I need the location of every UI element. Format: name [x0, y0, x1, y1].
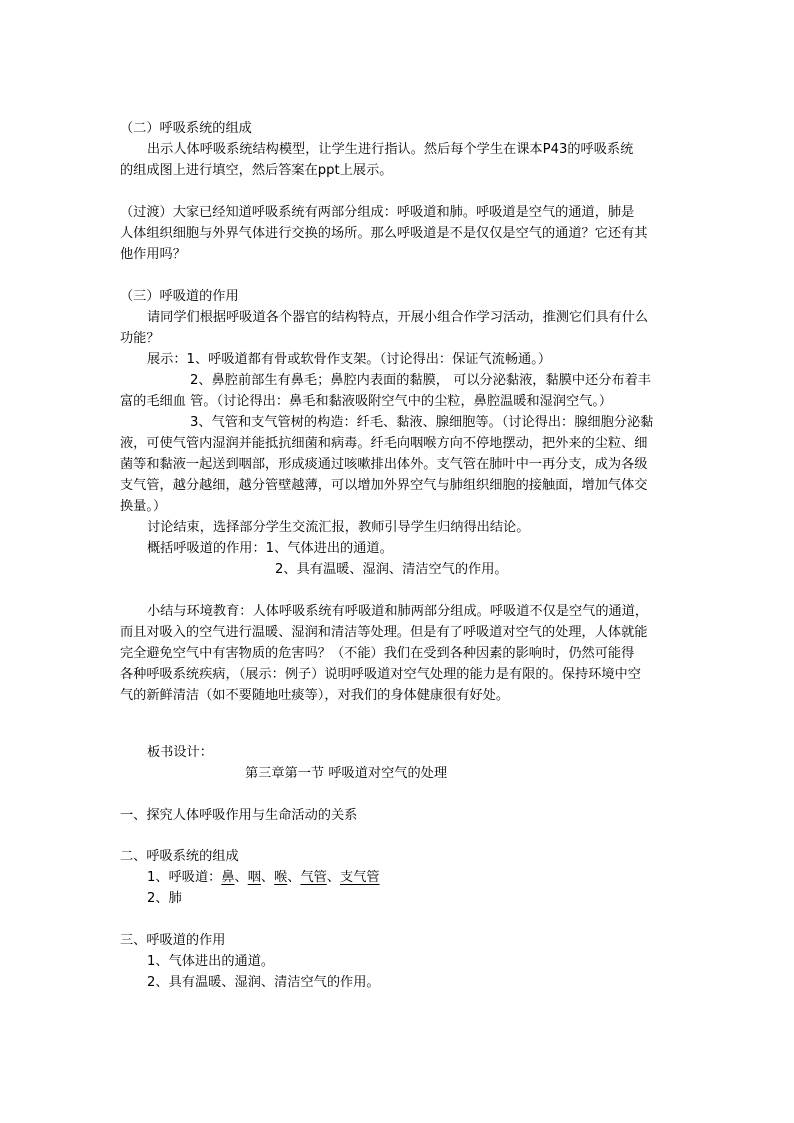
- show-item-3-cont: 菌等和黏液一起送到咽部，形成痰通过咳嗽排出体外。支气管在肺叶中一再分支，成为各级: [120, 457, 648, 472]
- show-item-2: 2、鼻腔前部生有鼻毛；鼻腔内表面的黏膜， 可以分泌黏液，黏膜中还分布着丰: [190, 373, 651, 388]
- conclusion-line: 完全避免空气中有害物质的危害吗？（不能）我们在受到各种因素的影响时，仍然可能得: [120, 646, 635, 661]
- section2-paragraph-line: 的组成图上进行填空，然后答案在ppt上展示。: [120, 163, 393, 178]
- board-item-3: 三、呼吸道的作用: [120, 933, 226, 948]
- show-item-3-cont: 液，可使气管内湿润并能抵抗细菌和病毒。纤毛向咽喉方向不停地摆动，把外来的尘粒、细: [120, 436, 648, 451]
- transition-line: 他作用吗？: [120, 247, 186, 262]
- section2-paragraph-line: 出示人体呼吸系统结构模型，让学生进行指认。然后每个学生在课本P43的呼吸系统: [147, 142, 634, 157]
- separator: 、: [326, 870, 341, 885]
- board-label: 板书设计：: [147, 745, 213, 760]
- summary-line-2: 2、具有温暖、湿润、清洁空气的作用。: [275, 562, 508, 577]
- organ-bronchus: 支气管: [340, 870, 380, 885]
- conclusion-line: 而且对吸入的空气进行温暖、湿润和清洁等处理。但是有了呼吸道对空气的处理，人体就能: [120, 625, 648, 640]
- section3-paragraph-line: 功能？: [120, 331, 160, 346]
- show-item-2-cont: 富的毛细血 管。（讨论得出：鼻毛和黏液吸附空气中的尘粒，鼻腔温暖和湿润空气。）: [120, 394, 613, 409]
- conclusion-line: 小结与环境教育：人体呼吸系统有呼吸道和肺两部分组成。呼吸道不仅是空气的通道，: [147, 604, 649, 619]
- organ-larynx: 喉: [274, 870, 288, 885]
- board-item-2-1: [147, 868, 380, 888]
- section2-heading: （二）呼吸系统的组成: [120, 121, 252, 136]
- section3-paragraph-line: 请同学们根据呼吸道各个器官的结构特点，开展小组合作学习活动，推测它们具有什么: [147, 310, 649, 325]
- board-item-2: 二、呼吸系统的组成: [120, 849, 239, 864]
- discussion-line: 讨论结束，选择部分学生交流汇报，教师引导学生归纳得出结论。: [147, 520, 530, 535]
- airway-label: 1、呼吸道：: [147, 870, 222, 885]
- summary-line-1: 概括呼吸道的作用：1、气体进出的通道。: [147, 541, 393, 556]
- board-item-3-2: 2、具有温暖、湿润、清洁空气的作用。: [147, 975, 380, 990]
- board-title: 第三章第一节 呼吸道对空气的处理: [245, 766, 448, 781]
- show-item-1: 展示：1、呼吸道都有骨或软骨作支架。（讨论得出：保证气流畅通。）: [147, 352, 551, 367]
- transition-line: （过渡）大家已经知道呼吸系统有两部分组成：呼吸道和肺。呼吸道是空气的通道，肺是: [120, 205, 635, 220]
- separator: 、: [260, 870, 275, 885]
- transition-line: 人体组织细胞与外界气体进行交换的场所。那么呼吸道是不是仅仅是空气的通道？它还有其: [120, 226, 648, 241]
- separator: 、: [287, 870, 301, 885]
- board-item-1: 一、探究人体呼吸作用与生命活动的关系: [120, 808, 358, 823]
- separator: 、: [234, 870, 248, 885]
- show-item-3: 3、气管和支气管树的构造：纤毛、黏液、腺细胞等。（讨论得出：腺细胞分泌黏: [190, 415, 654, 430]
- show-item-3-cont: 支气管，越分越细，越分管壁越薄，可以增加外界空气与肺组织细胞的接触面，增加气体交: [120, 478, 648, 493]
- section3-heading: （三）呼吸道的作用: [120, 289, 239, 304]
- organ-pharynx: 咽: [247, 870, 261, 885]
- conclusion-line: 气的新鲜清洁（如不要随地吐痰等），对我们的身体健康很有好处。: [120, 688, 510, 703]
- board-item-3-1: 1、气体进出的通道。: [147, 954, 275, 969]
- conclusion-line: 各种呼吸系统疾病，（展示：例子）说明呼吸道对空气处理的能力是有限的。保持环境中空: [120, 667, 641, 682]
- organ-trachea: 气管: [300, 870, 327, 885]
- show-item-3-cont: 换量。）: [120, 499, 167, 514]
- board-item-2-2: 2、肺: [147, 891, 182, 906]
- organ-nose: 鼻: [221, 870, 235, 885]
